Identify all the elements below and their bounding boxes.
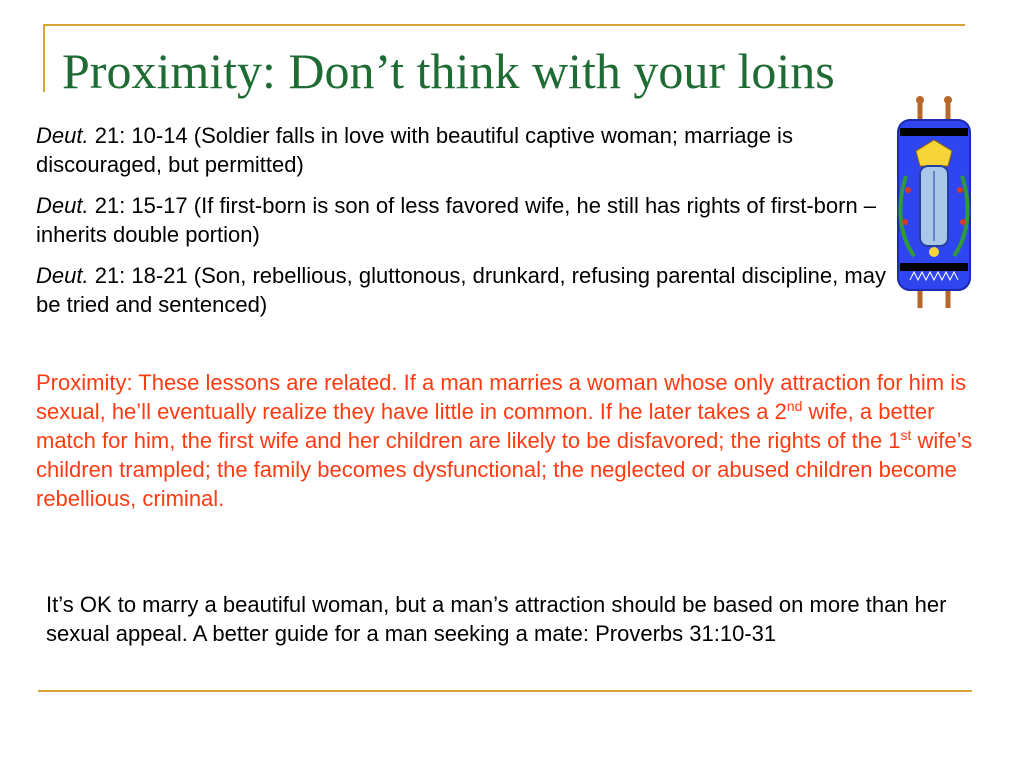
reference-text: 21: 15-17 (If first-born is son of less favored wife, he still has rights of first-born – inherits double portion) <box>36 193 877 247</box>
scripture-reference-list <box>36 121 886 331</box>
scripture-reference-item <box>36 261 886 319</box>
reference-text: 21: 10-14 (Soldier falls in love with beautiful captive woman; marriage is discouraged, but permitted) <box>36 123 793 177</box>
top-rule <box>43 24 965 26</box>
commentary-text: wife, a better match for him, the first wife and her children are likely to be disfavored; the rights of the 1 <box>36 399 935 453</box>
reference-book: Deut. <box>36 263 89 288</box>
scripture-reference-item <box>36 121 886 179</box>
reference-book: Deut. <box>36 193 89 218</box>
reference-book: Deut. <box>36 123 89 148</box>
commentary-text: wife’s children trampled; the family becomes dysfunctional; the neglected or abused children become rebellious, criminal. <box>36 428 973 511</box>
left-rule <box>43 24 45 92</box>
ordinal-suffix: nd <box>786 398 803 414</box>
proximity-commentary <box>36 368 976 513</box>
scripture-reference-item <box>36 191 886 249</box>
reference-text: 21: 18-21 (Son, rebellious, gluttonous, drunkard, refusing parental discipline, may be tried and sentenced) <box>36 263 886 317</box>
slide-title: Proximity: Don’t think with your loins <box>62 43 835 99</box>
bottom-rule <box>38 690 972 692</box>
torah-scroll-icon <box>892 96 976 310</box>
ordinal-suffix: st <box>900 427 912 443</box>
commentary-text: Proximity: These lessons are related. If a man marries a woman whose only attraction for him is sexual, he’ll eventually realize they have little in common. If he later takes a 2 <box>36 370 967 424</box>
conclusion-text: It’s OK to marry a beautiful woman, but a man’s attraction should be based on more than her sexual appeal. A better guide for a man seeking a mate: Proverbs 31:10-31 <box>46 592 947 646</box>
